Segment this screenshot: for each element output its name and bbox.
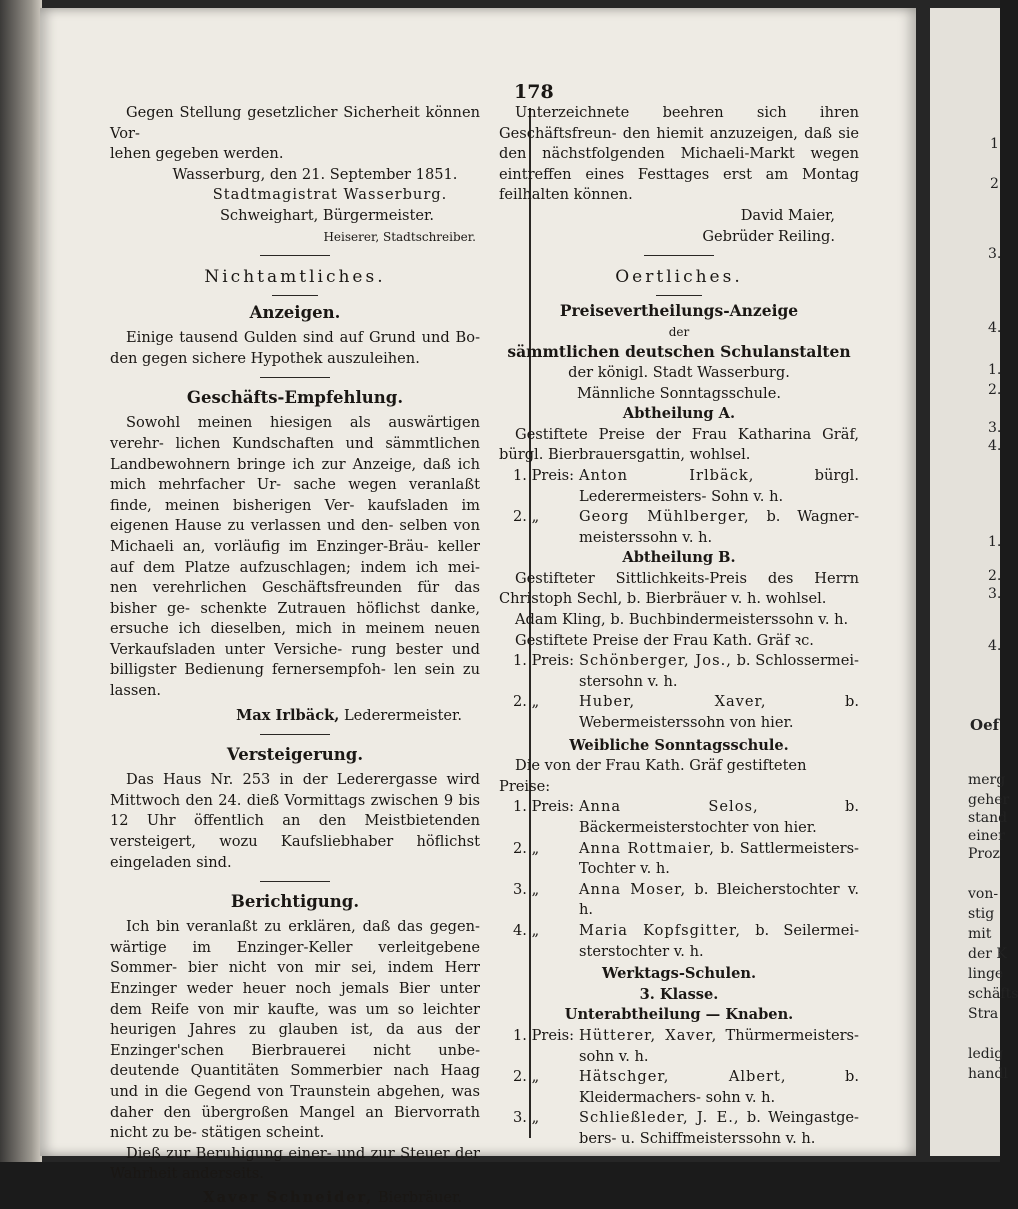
prize-entry: [499, 466, 859, 507]
prize-winner: Schließleder, J. E.,: [579, 1109, 740, 1127]
prize-winner: Maria Kopfsgitter,: [579, 921, 742, 939]
prize-entry: [499, 1026, 859, 1067]
prize-winner: Anna Rottmaier,: [579, 839, 715, 857]
school-intro: Die von der Frau Kath. Gräf gestifteten Preise:: [499, 757, 807, 795]
prize-label: 3. „: [513, 1109, 540, 1127]
ad-title: Berichtigung.: [230, 892, 360, 912]
neighbor-fragment: Stra: [968, 1006, 999, 1022]
prize-entry: [499, 507, 859, 548]
neighbor-fragment: der K: [968, 946, 1007, 962]
prize-text: [579, 651, 859, 692]
neighbor-fragment: ledig: [968, 1046, 1004, 1062]
prize-text: [579, 880, 859, 921]
neighbor-fragment: Oef: [970, 716, 1000, 734]
division-title: Abtheilung B.: [622, 549, 736, 567]
right-column: [499, 103, 859, 1150]
mayor: Schweighart, Bürgermeister.: [219, 206, 435, 224]
neighbor-fragment: Proz: [968, 846, 1000, 862]
section-title: Oertliches.: [615, 267, 743, 288]
prize-detail: b. Bäckermeisterstochter von hier.: [579, 798, 859, 836]
prize-label: 1. Preis:: [513, 466, 575, 484]
prize-text: [579, 1108, 859, 1149]
ad-signature: [110, 706, 480, 727]
neighbor-fragment: von-: [968, 886, 999, 902]
prize-label: 1. Preis:: [513, 1026, 575, 1044]
section-title: Nichtamtliches.: [204, 267, 386, 288]
prize-winner: Anna Moser,: [579, 880, 687, 898]
neighbor-fragment: 1.: [988, 362, 1002, 378]
intro-line-1: Gegen Stellung gesetzlicher Sicherheit können Vor-: [110, 104, 480, 142]
prize-list: [499, 651, 859, 733]
prize-label: 2. „: [513, 839, 540, 857]
neighbor-fragment: einer: [968, 828, 1005, 844]
section-rule: [656, 295, 702, 296]
intro-line-2: lehen gegeben werden.: [110, 145, 284, 163]
division-intro: Gestiftete Preise der Frau Katharina Gräf, bürgl. Bierbrauersgattin, wohlsel.: [499, 425, 859, 464]
neighbor-fragment: 2.: [988, 382, 1002, 398]
ad-body: Ich bin veranlaßt zu erklären, daß das gegen- wärtige im Enzinger-Keller verleitgebene Sommer- bier nicht von mir sei, indem Herr Enzinger weder heuer noch jemals Bier unter dem Reife von mir kaufte, was um so leichter heurigen Jahres zu glauben ist, da aus der Enzinger'schen Bierbrauerei nicht unbe- deutende Quantitäten Sommerbier nach Haag und in die Gegend von Traunstein abgehen, was daher den übergroßen Mangel an Biervorrath nicht zu be- stätigen scheint.: [110, 918, 480, 1142]
neighbor-fragment: linge: [968, 966, 1004, 982]
division-title: Abtheilung A.: [622, 405, 736, 423]
prize-entry: [499, 797, 859, 838]
prize-header: Preisevertheilungs-Anzeige: [559, 301, 799, 321]
authority: Stadtmagistrat Wasserburg.: [212, 186, 448, 204]
prize-detail: b. Weingastge- bers- u. Schiffmeisterssohn v. h.: [579, 1109, 859, 1147]
prize-list: [499, 1026, 859, 1150]
prize-text: [579, 466, 859, 507]
prize-detail: bürgl. Lederermeisters- Sohn v. h.: [579, 466, 859, 505]
prize-entry: [499, 921, 859, 962]
prize-text: [579, 797, 859, 838]
neighbor-fragment: schäfts: [968, 986, 1018, 1002]
prize-text: [579, 839, 859, 880]
prize-header: sämmtlichen deutschen Schulanstalten: [507, 342, 851, 362]
neighbor-fragment: 4.: [988, 638, 1002, 654]
ad-rule: [260, 881, 330, 882]
prize-label: 4. „: [513, 921, 540, 939]
neighbor-fragment: 3.: [988, 420, 1002, 436]
neighbor-fragment: mit: [968, 926, 992, 942]
prize-entry: [499, 651, 859, 692]
place-date: Wasserburg, den 21. September 1851.: [172, 165, 458, 183]
division-intro: Gestiftete Preise der Frau Kath. Gräf ꝛc.: [515, 631, 814, 649]
neighbor-fragment: 4.: [988, 438, 1002, 454]
prize-winner: Huber, Xaver,: [579, 693, 767, 711]
prize-detail: Thürmermeisters- sohn v. h.: [579, 1026, 859, 1065]
prize-text: [579, 1067, 859, 1108]
ad-title: Geschäfts-Empfehlung.: [186, 388, 404, 408]
prize-text: [579, 507, 859, 548]
section-rule: [644, 255, 714, 256]
prize-winner: Hütterer, Xaver,: [579, 1026, 718, 1044]
neighbor-fragment: 3.: [988, 246, 1002, 262]
prize-detail: b. Kleidermachers- sohn v. h.: [579, 1068, 859, 1106]
prize-detail: b. Bleicherstochter v. h.: [579, 880, 859, 919]
notice-signer: Gebrüder Reiling.: [702, 227, 835, 245]
prize-entry: [499, 880, 859, 921]
neighbor-fragment: stig: [968, 906, 995, 922]
prize-winner: Georg Mühlberger,: [579, 508, 750, 526]
class-title: 3. Klasse.: [639, 985, 719, 1003]
neighbor-fragment: 3.: [988, 586, 1002, 602]
prize-text: [579, 921, 859, 962]
prize-detail: b. Sattlermeisters- Tochter v. h.: [579, 839, 859, 878]
prize-winner: Anna Selos,: [579, 798, 759, 816]
prize-label: 3. „: [513, 880, 540, 898]
notice-signer: David Maier,: [740, 206, 835, 224]
neighbor-fragment: 1.: [988, 534, 1002, 550]
prize-label: 1. Preis:: [513, 798, 575, 816]
prize-entry: [499, 1067, 859, 1108]
prize-label: 2. „: [513, 508, 540, 526]
section-rule: [272, 295, 318, 296]
neighbor-fragment: 1: [990, 136, 999, 152]
prize-header: der königl. Stadt Wasserburg.: [568, 363, 790, 381]
ad-title: Anzeigen.: [249, 303, 341, 323]
ad-closing: Dieß zur Beruhigung einer- und zur Steuer der Wahrheit anderseits.: [110, 1144, 480, 1183]
prize-text: [579, 1026, 859, 1067]
division-intro: Gestifteter Sittlichkeits-Preis des Herrn Christoph Sechl, b. Bierbräuer v. h. wohlsel.: [499, 569, 859, 608]
division-winner: Adam Kling, b. Buchbindermeisterssohn v. h.: [515, 611, 849, 629]
neighbor-fragment: 2.: [988, 568, 1002, 584]
neighbor-fragment: 4.: [988, 320, 1002, 336]
prize-entry: [499, 692, 859, 733]
neighbor-fragment: geher: [968, 792, 1010, 808]
signature-name: Max Irlbäck,: [236, 706, 340, 724]
prize-winner: Anton Irlbäck,: [579, 466, 755, 484]
prize-detail: b. Seilermei- sterstochter v. h.: [579, 921, 859, 960]
neighbor-page-strip: [930, 8, 1018, 1156]
prize-list: [499, 797, 859, 962]
book-binding-edge: [0, 0, 42, 1162]
prize-label: 1. Preis:: [513, 652, 575, 670]
prize-winner: Schönberger, Jos.,: [579, 652, 732, 670]
prize-header: der: [668, 324, 690, 339]
signature-name: Xaver Schneider,: [203, 1188, 374, 1206]
signature-role: Bierbräuer.: [377, 1188, 462, 1206]
subdivision-title: Unterabtheilung — Knaben.: [564, 1006, 794, 1024]
neighbor-fragment: 2: [990, 176, 999, 192]
prize-winner: Hätschger, Albert,: [579, 1068, 787, 1086]
notice-body: Unterzeichnete beehren sich ihren Geschäftsfreun- den hiemit anzuzeigen, daß sie den nächstfolgenden Michaeli-Markt wegen eintreffen eines Festtages erst am Montag feilhalten können.: [499, 104, 859, 204]
clerk: Heiserer, Stadtschreiber.: [323, 229, 476, 244]
ad-rule: [260, 377, 330, 378]
ad-signature: [110, 1188, 480, 1209]
prize-detail: b. Wagner- meisterssohn v. h.: [579, 508, 860, 546]
ad-rule: [260, 734, 330, 735]
prize-detail: b. Webermeisterssohn von hier.: [579, 693, 859, 732]
section-rule: [260, 255, 330, 256]
signature-role: Lederermeister.: [343, 706, 462, 724]
neighbor-fragment: merg: [968, 772, 1006, 788]
ad-body: Das Haus Nr. 253 in der Lederergasse wird Mittwoch den 24. dieß Vormittags zwischen 9 bis 12 Uhr öffentlich an den Meistbietenden versteigert, wozu Kaufsliebhaber höflichst eingeladen sind.: [110, 771, 480, 871]
school-title: Männliche Sonntagsschule.: [576, 384, 781, 402]
prize-label: 2. „: [513, 693, 540, 711]
school-title: Weibliche Sonntagsschule.: [569, 736, 789, 754]
prize-list: [499, 466, 859, 548]
prize-label: 2. „: [513, 1068, 540, 1086]
left-column: [110, 103, 480, 1209]
ad-body: Sowohl meinen hiesigen als auswärtigen verehr- lichen Kundschaften und sämmtlichen Landbewohnern bringe ich zur Anzeige, daß ich mich mehrfacher Ur- sache wegen veranlaßt finde, meinen bisherigen Ver- kaufsladen im eigenen Hause zu verlassen und den- selben von Michaeli an, vorläufig im Enzinger-Bräu- keller auf dem Platze aufzuschlagen; indem ich mei- nen verehrlichen Geschäftsfreunden für das bisher ge- schenkte Zutrauen höflichst danke, ersuche ich dieselben, mich in meinem neuen Verkaufsladen unter Versiche- rung bester und billigster Bedienung fernersempfoh- len sein zu lassen.: [110, 414, 480, 700]
school-title: Werktags-Schulen.: [601, 965, 757, 983]
ad-title: Versteigerung.: [226, 745, 364, 765]
neighbor-fragment: handl: [968, 1066, 1008, 1082]
neighbor-fragment: stand: [968, 810, 1008, 826]
prize-detail: b. Schlossermei- stersohn v. h.: [579, 652, 859, 690]
ad-body: Einige tausend Gulden sind auf Grund und Bo- den gegen sichere Hypothek auszuleihen.: [110, 329, 480, 367]
page-number: 178: [514, 81, 554, 103]
prize-entry: [499, 1108, 859, 1149]
prize-entry: [499, 839, 859, 880]
prize-text: [579, 692, 859, 733]
